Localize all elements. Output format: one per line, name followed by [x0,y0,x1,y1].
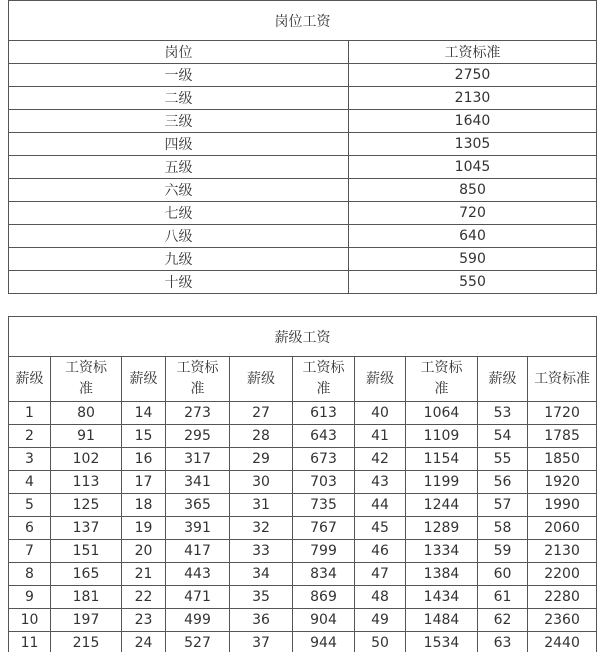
table-cell: 58 [478,517,528,540]
table-row [9,425,597,448]
table-row [9,448,597,471]
table-row [9,179,597,202]
table-cell: 55 [478,448,528,471]
table-cell: 5 [9,494,51,517]
table-cell: 850 [349,179,597,202]
table-cell: 1045 [349,156,597,179]
table-cell: 15 [122,425,166,448]
table-row [9,133,597,156]
table-row [9,586,597,609]
table-cell: 443 [166,563,230,586]
column-header: 岗位 [9,41,349,64]
table-cell: 102 [51,448,122,471]
table-cell: 九级 [9,248,349,271]
table-cell: 60 [478,563,528,586]
table-row [9,225,597,248]
table-cell: 36 [230,609,293,632]
table-cell: 273 [166,402,230,425]
table-cell: 五级 [9,156,349,179]
table-cell: 18 [122,494,166,517]
table-row [9,271,597,294]
table-row [9,64,597,87]
table-cell: 137 [51,517,122,540]
table-cell: 1064 [406,402,478,425]
table-row [9,517,597,540]
table-cell: 2200 [528,563,597,586]
table-row [9,202,597,225]
table-cell: 63 [478,632,528,655]
table-cell: 869 [293,586,355,609]
table-cell: 640 [349,225,597,248]
table-cell: 944 [293,632,355,655]
table-cell: 30 [230,471,293,494]
table-cell: 1640 [349,110,597,133]
table-cell: 91 [51,425,122,448]
table-cell: 37 [230,632,293,655]
table-cell: 10 [9,609,51,632]
table-cell: 十级 [9,271,349,294]
table-cell: 50 [355,632,406,655]
table-cell: 1434 [406,586,478,609]
table-cell: 613 [293,402,355,425]
table-cell: 1384 [406,563,478,586]
table-cell: 151 [51,540,122,563]
table-cell: 21 [122,563,166,586]
table-cell: 11 [9,632,51,655]
table-cell: 1109 [406,425,478,448]
table-cell: 4 [9,471,51,494]
table-cell: 3 [9,448,51,471]
table-cell: 40 [355,402,406,425]
table-cell: 2130 [528,540,597,563]
table-cell: 365 [166,494,230,517]
table-cell: 六级 [9,179,349,202]
table-cell: 1305 [349,133,597,156]
table-cell: 一级 [9,64,349,87]
table-row [9,471,597,494]
table-cell: 720 [349,202,597,225]
table-cell: 二级 [9,87,349,110]
table-row [9,540,597,563]
table-cell: 1334 [406,540,478,563]
table-cell: 54 [478,425,528,448]
table-cell: 2 [9,425,51,448]
table-cell: 317 [166,448,230,471]
column-header: 工资标 准 [51,357,122,402]
table-cell: 643 [293,425,355,448]
table-caption: 薪级工资 [9,317,597,357]
table-cell: 1484 [406,609,478,632]
table-cell: 32 [230,517,293,540]
table-cell: 341 [166,471,230,494]
table-cell: 2750 [349,64,597,87]
table-cell: 417 [166,540,230,563]
table-cell: 1289 [406,517,478,540]
table-cell: 1199 [406,471,478,494]
table-cell: 24 [122,632,166,655]
table-cell: 673 [293,448,355,471]
table-cell: 125 [51,494,122,517]
column-header: 薪级 [355,357,406,402]
column-header: 工资标准 [528,357,597,402]
table-cell: 904 [293,609,355,632]
table-cell: 20 [122,540,166,563]
table-cell: 1 [9,402,51,425]
table-cell: 295 [166,425,230,448]
table-row [9,494,597,517]
table-cell: 23 [122,609,166,632]
table-cell: 27 [230,402,293,425]
table-row [9,563,597,586]
table-cell: 61 [478,586,528,609]
column-header: 薪级 [478,357,528,402]
table-cell: 57 [478,494,528,517]
table-cell: 14 [122,402,166,425]
table-cell: 9 [9,586,51,609]
table-cell: 59 [478,540,528,563]
table-cell: 767 [293,517,355,540]
table-row [9,402,597,425]
table-cell: 197 [51,609,122,632]
table-cell: 33 [230,540,293,563]
table-cell: 391 [166,517,230,540]
table-cell: 499 [166,609,230,632]
table-cell: 53 [478,402,528,425]
table-cell: 48 [355,586,406,609]
table-cell: 16 [122,448,166,471]
column-header: 工资标 准 [166,357,230,402]
table-cell: 三级 [9,110,349,133]
table-cell: 834 [293,563,355,586]
table-cell: 1850 [528,448,597,471]
table-cell: 1920 [528,471,597,494]
table-cell: 215 [51,632,122,655]
column-header: 薪级 [9,357,51,402]
table-cell: 6 [9,517,51,540]
table-cell: 8 [9,563,51,586]
table-cell: 43 [355,471,406,494]
table-cell: 八级 [9,225,349,248]
table-row [9,248,597,271]
table-cell: 703 [293,471,355,494]
table-cell: 29 [230,448,293,471]
table-cell: 28 [230,425,293,448]
table-cell: 35 [230,586,293,609]
column-header: 薪级 [122,357,166,402]
table-cell: 49 [355,609,406,632]
table-cell: 2130 [349,87,597,110]
table-cell: 41 [355,425,406,448]
table-row [9,110,597,133]
table-cell: 799 [293,540,355,563]
column-header: 工资标 准 [293,357,355,402]
table-cell: 165 [51,563,122,586]
table-row [9,609,597,632]
table-cell: 550 [349,271,597,294]
table-cell: 1785 [528,425,597,448]
table-cell: 22 [122,586,166,609]
table-cell: 44 [355,494,406,517]
bottom-clip [0,652,601,657]
table-cell: 四级 [9,133,349,156]
table-cell: 2440 [528,632,597,655]
table-cell: 46 [355,540,406,563]
column-header: 工资标 准 [406,357,478,402]
table-cell: 2360 [528,609,597,632]
table-cell: 62 [478,609,528,632]
table-cell: 181 [51,586,122,609]
table-cell: 1244 [406,494,478,517]
table-cell: 113 [51,471,122,494]
table-cell: 80 [51,402,122,425]
table-cell: 1534 [406,632,478,655]
table-cell: 735 [293,494,355,517]
table-cell: 471 [166,586,230,609]
table-cell: 1720 [528,402,597,425]
table-cell: 2060 [528,517,597,540]
table-cell: 2280 [528,586,597,609]
table-cell: 1154 [406,448,478,471]
table-caption: 岗位工资 [9,1,597,41]
table-cell: 42 [355,448,406,471]
table-cell: 590 [349,248,597,271]
table-row [9,156,597,179]
table-cell: 7 [9,540,51,563]
table-cell: 19 [122,517,166,540]
table-cell: 34 [230,563,293,586]
table-cell: 47 [355,563,406,586]
table-cell: 七级 [9,202,349,225]
table-cell: 1990 [528,494,597,517]
column-header: 薪级 [230,357,293,402]
table-cell: 45 [355,517,406,540]
table-row [9,87,597,110]
post-salary-table [8,0,597,294]
table-cell: 31 [230,494,293,517]
table-cell: 56 [478,471,528,494]
grade-salary-table [8,316,597,655]
table-cell: 17 [122,471,166,494]
column-header: 工资标准 [349,41,597,64]
table-cell: 527 [166,632,230,655]
